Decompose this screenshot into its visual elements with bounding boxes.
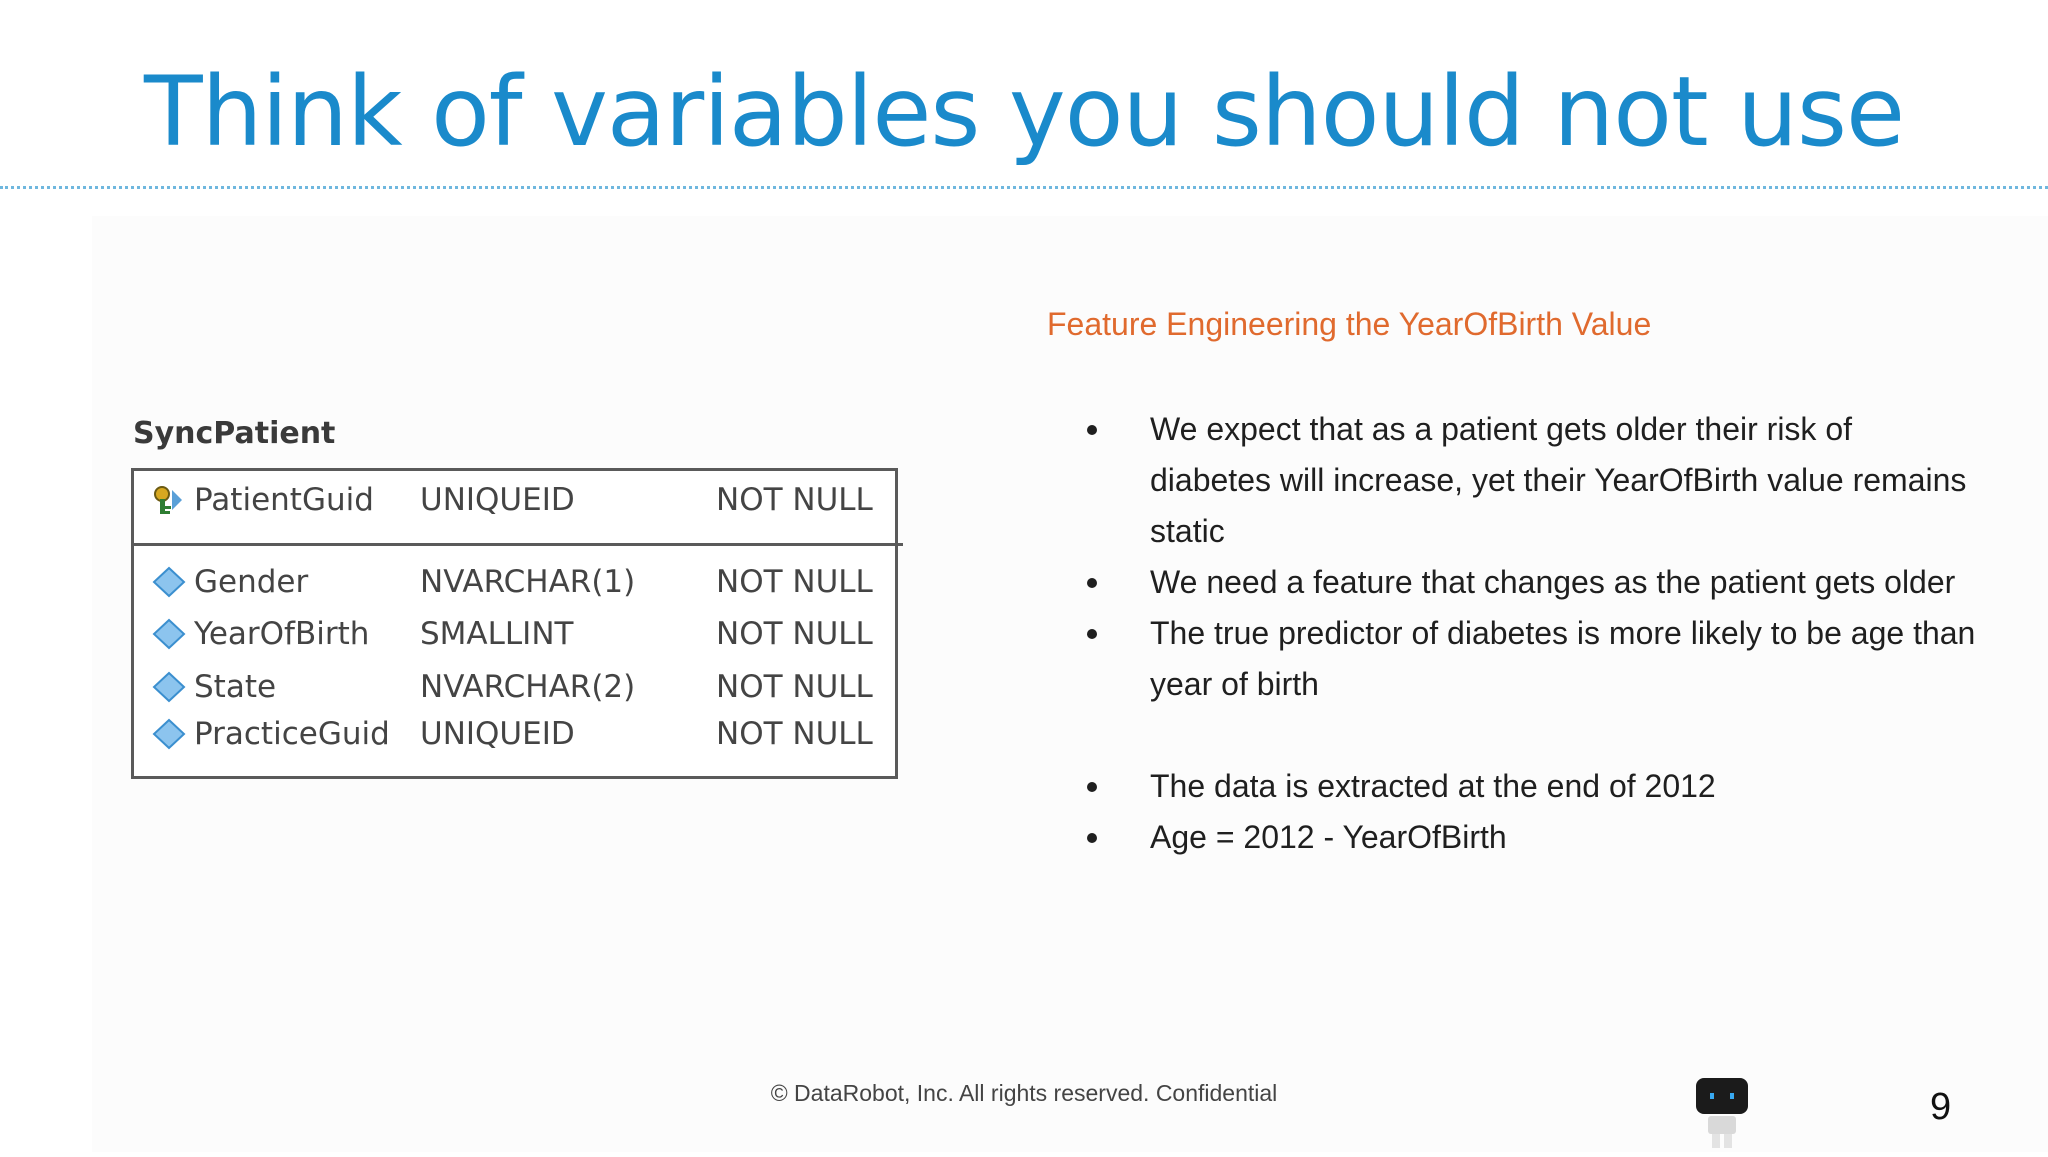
column-nullability: NOT NULL	[716, 616, 873, 652]
schema-table-name: SyncPatient	[133, 416, 336, 451]
schema-row	[150, 560, 890, 604]
column-name: PatientGuid	[194, 482, 374, 518]
bullet-item	[1080, 608, 1980, 710]
column-type: SMALLINT	[420, 616, 574, 652]
schema-row	[150, 665, 890, 709]
column-icon	[150, 671, 188, 703]
bullet-text: We expect that as a patient gets older their risk of diabetes will increase, yet their YearOfBirth value remains static	[1150, 411, 1967, 549]
bullet-dot	[1087, 578, 1097, 588]
column-type: NVARCHAR(1)	[420, 564, 636, 600]
schema-row	[150, 612, 890, 656]
column-name: YearOfBirth	[194, 616, 370, 652]
bullet-item	[1080, 761, 1980, 812]
bullet-dot	[1087, 425, 1097, 435]
bullet-dot	[1087, 833, 1097, 843]
bullet-item	[1080, 812, 1980, 863]
primary-key-icon	[150, 484, 188, 516]
column-type: UNIQUEID	[420, 482, 575, 518]
column-icon	[150, 618, 188, 650]
column-icon	[150, 718, 188, 750]
column-nullability: NOT NULL	[716, 716, 873, 752]
robot-logo-icon	[1690, 1076, 1754, 1152]
column-name: Gender	[194, 564, 309, 600]
column-icon	[150, 566, 188, 598]
bullet-text: The data is extracted at the end of 2012	[1150, 768, 1716, 804]
section-heading: Feature Engineering the YearOfBirth Value	[1047, 306, 1652, 342]
slide-title: Think of variables you should not use	[143, 56, 1905, 168]
column-type: UNIQUEID	[420, 716, 575, 752]
column-nullability: NOT NULL	[716, 669, 873, 705]
column-name: State	[194, 669, 277, 705]
column-type: NVARCHAR(2)	[420, 669, 636, 705]
bullet-item	[1080, 557, 1980, 608]
schema-row	[150, 712, 890, 756]
bullet-text: We need a feature that changes as the patient gets older	[1150, 564, 1956, 600]
footer-copyright: © DataRobot, Inc. All rights reserved. Confidential	[770, 1080, 1278, 1106]
column-nullability: NOT NULL	[716, 482, 873, 518]
bullet-list	[1080, 404, 1980, 863]
column-name: PracticeGuid	[194, 716, 390, 752]
bullet-item	[1080, 404, 1980, 557]
bullet-dot	[1087, 782, 1097, 792]
bullet-dot	[1087, 629, 1097, 639]
schema-key-row	[150, 478, 890, 522]
page-number: 9	[1930, 1086, 1952, 1128]
schema-key-divider	[131, 543, 903, 546]
bullet-text: The true predictor of diabetes is more likely to be age than year of birth	[1150, 615, 1976, 702]
bullet-text: Age = 2012 - YearOfBirth	[1150, 819, 1507, 855]
title-divider	[0, 186, 2048, 189]
column-nullability: NOT NULL	[716, 564, 873, 600]
